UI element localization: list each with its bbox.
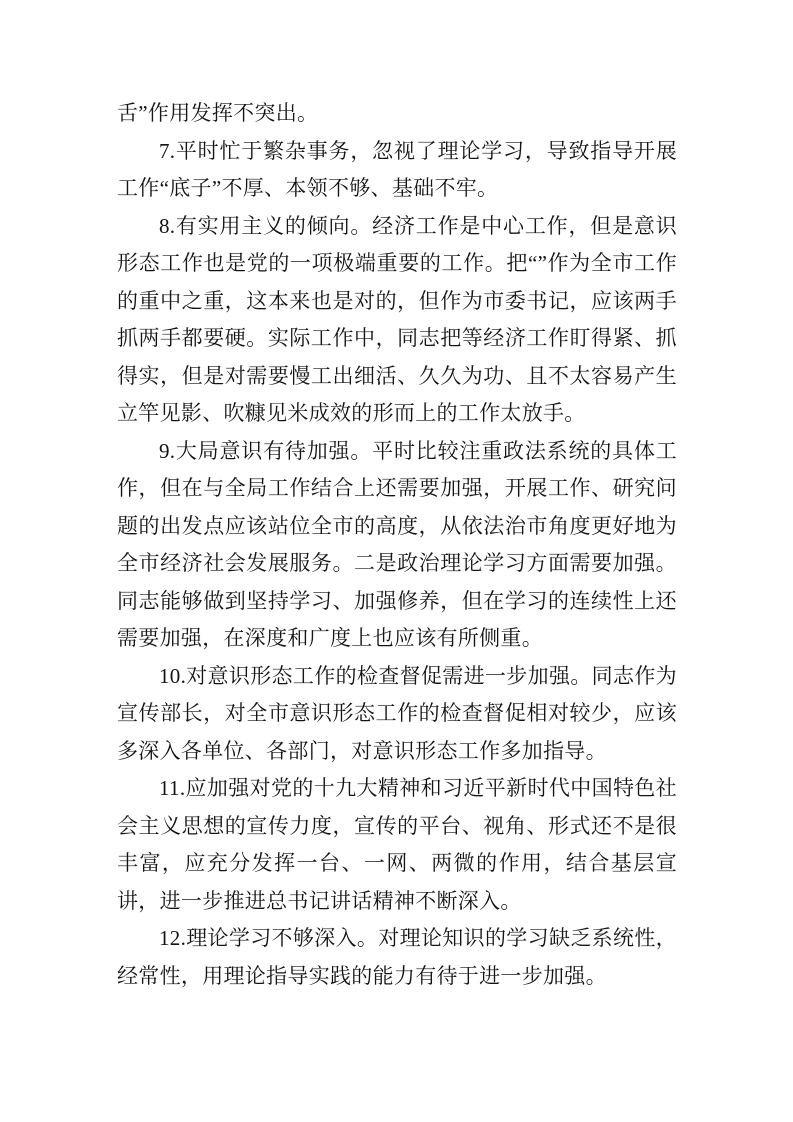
paragraph-item-12: 12.理论学习不够深入。对理论知识的学习缺乏系统性，经常性，用理论指导实践的能力有待于进一步加强。 (117, 926, 677, 988)
paragraph-item-9: 9.大局意识有待加强。平时比较注重政法系统的具体工作，但在与全局工作结合上还需要加强，开展工作、研究问题的出发点应该站位全市的高度，从依法治市角度更好地为全市经济社会发展服务。二是政治理论学习方面需要加强。同志能够做到坚持学习、加强修养，但在学习的连续性上还需要加强，在深度和广度上也应该有所侧重。 (117, 438, 677, 650)
paragraph-item-8: 8.有实用主义的倾向。经济工作是中心工作，但是意识形态工作也是党的一项极端重要的工作。把“”作为全市工作的重中之重，这本来也是对的，但作为市委书记，应该两手抓两手都要硬。实际工作中，同志把等经济工作盯得紧、抓得实，但是对需要慢工出细活、久久为功、且不太容易产生立竿见影、吹糠见米成效的形而上的工作太放手。 (117, 213, 677, 425)
document-body (117, 95, 677, 995)
paragraph-item-10: 10.对意识形态工作的检查督促需进一步加强。同志作为宣传部长，对全市意识形态工作的检查督促相对较少，应该多深入各单位、各部门，对意识形态工作多加指导。 (117, 663, 677, 763)
paragraph-item-11: 11.应加强对党的十九大精神和习近平新时代中国特色社会主义思想的宣传力度，宣传的平台、视角、形式还不是很丰富，应充分发挥一台、一网、两微的作用，结合基层宣讲，进一步推进总书记讲话精神不断深入。 (117, 776, 677, 913)
paragraph-item-7: 7.平时忙于繁杂事务，忽视了理论学习，导致指导开展工作“底子”不厚、本领不够、基础不牢。 (117, 138, 677, 200)
paragraph-continuation: 舌”作用发挥不突出。 (117, 101, 319, 125)
